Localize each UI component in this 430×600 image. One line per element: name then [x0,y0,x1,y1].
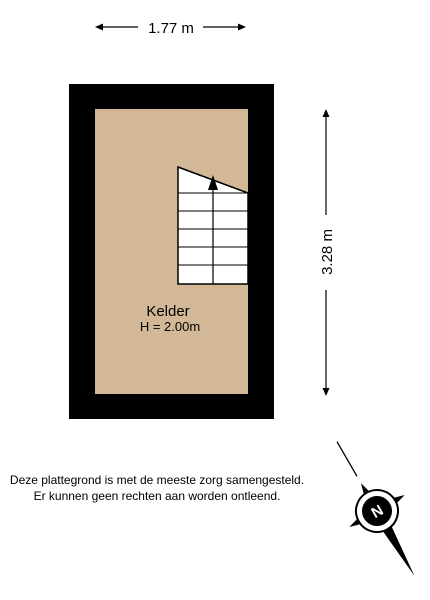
width-label: 1.77 m [148,20,194,37]
compass-icon [309,426,430,592]
disclaimer [0,472,314,504]
room-height: H = 2.00m [139,319,201,334]
disclaimer-line-2: Er kunnen geen rechten aan worden ontleend. [33,489,281,503]
disclaimer-line-1: Deze plattegrond is met de meeste zorg samengesteld. [9,473,305,487]
width-dimension [95,20,246,37]
height-dimension [319,109,336,396]
compass-north-label: N [368,501,387,522]
height-label: 3.28 m [319,229,336,275]
room-name: Kelder [146,303,190,320]
